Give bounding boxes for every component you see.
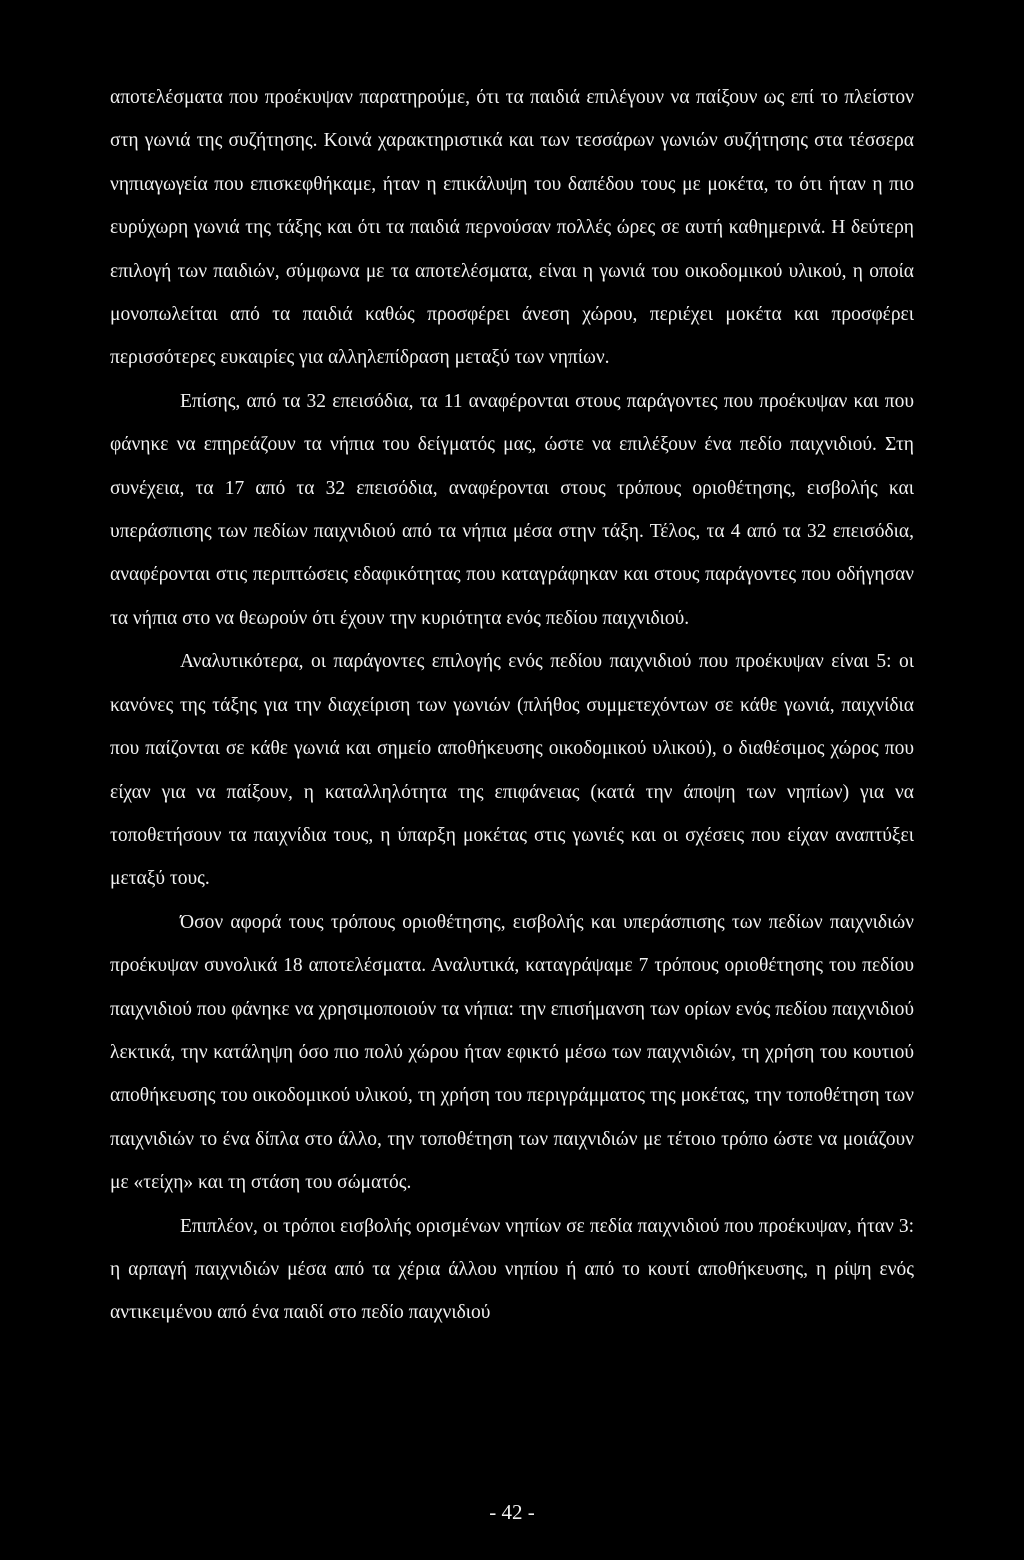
page-number: - 42 - [489, 1500, 535, 1524]
document-page [110, 76, 914, 1335]
paragraph-4: Όσον αφορά τους τρόπους οριοθέτησης, εισβολής και υπεράσπισης των πεδίων παιχνιδιών προέκυψαν συνολικά 18 αποτελέσματα. Αναλυτικά, καταγράψαμε 7 τρόπους οριοθέτησης του πεδίου παιχνιδιού που φάνηκε να χρησιμοποιούν τα νήπια: την επισήμανση των ορίων ενός πεδίου παιχνιδιού λεκτικά, την κατάληψη όσο πιο πολύ χώρου ήταν εφικτό μέσω των παιχνιδιών, τη χρήση του κουτιού αποθήκευσης του οικοδομικού υλικού, τη χρήση του περιγράμματος της μοκέτας, την τοποθέτηση των παιχνιδιών το ένα δίπλα στο άλλο, την τοποθέτηση των παιχνιδιών με τέτοιο τρόπο ώστε να μοιάζουν με «τείχη» και τη στάση του σώματός. [110, 911, 914, 1194]
paragraph-3: Αναλυτικότερα, οι παράγοντες επιλογής ενός πεδίου παιχνιδιού που προέκυψαν είναι 5: οι κανόνες της τάξης για την διαχείριση των γωνιών (πλήθος συμμετεχόντων σε κάθε γωνιά, παιχνίδια που παίζονται σε κάθε γωνιά και σημείο αποθήκευσης οικοδομικού υλικού), ο διαθέσιμος χώρος που είχαν για να παίξουν, η καταλληλότητα της επιφάνειας (κατά την άποψη των νηπίων) για να τοποθετήσουν τα παιχνίδια τους, η ύπαρξη μοκέτας στις γωνιές και οι σχέσεις που είχαν αναπτύξει μεταξύ τους. [110, 651, 914, 890]
paragraph-1: αποτελέσματα που προέκυψαν παρατηρούμε, ότι τα παιδιά επιλέγουν να παίξουν ως επί το πλείστον στη γωνιά της συζήτησης. Κοινά χαρακτηριστικά και των τεσσάρων γωνιών συζήτησης στα τέσσερα νηπιαγωγεία που επισκεφθήκαμε, ήταν η επικάλυψη του δαπέδου τους με μοκέτα, το ότι ήταν η πιο ευρύχωρη γωνιά της τάξης και ότι τα παιδιά περνούσαν πολλές ώρες σε αυτή καθημερινά. Η δεύτερη επιλογή των παιδιών, σύμφωνα με τα αποτελέσματα, είναι η γωνιά του οικοδομικού υλικού, η οποία μονοπωλείται από τα παιδιά καθώς προσφέρει άνεση χώρου, περιέχει μοκέτα και προσφέρει περισσότερες ευκαιρίες για αλληλεπίδραση μεταξύ των νηπίων. [110, 87, 914, 369]
paragraph-5: Επιπλέον, οι τρόποι εισβολής ορισμένων νηπίων σε πεδία παιχνιδιού που προέκυψαν, ήταν 3: η αρπαγή παιχνιδιών μέσα από τα χέρια άλλου νηπίου ή από το κουτί αποθήκευσης, η ρίψη ενός αντικειμένου από ένα παιδί στο πεδίο παιχνιδιού [110, 1215, 914, 1324]
paragraph-2: Επίσης, από τα 32 επεισόδια, τα 11 αναφέρονται στους παράγοντες που προέκυψαν και που φάνηκε να επηρεάζουν τα νήπια του δείγματός μας, ώστε να επιλέξουν ένα πεδίο παιχνιδιού. Στη συνέχεια, τα 17 από τα 32 επεισόδια, αναφέρονται στους τρόπους οριοθέτησης, εισβολής και υπεράσπισης των πεδίων παιχνιδιού από τα νήπια μέσα στην τάξη. Τέλος, τα 4 από τα 32 επεισόδια, αναφέρονται στις περιπτώσεις εδαφικότητας που καταγράφηκαν και στους παράγοντες που οδήγησαν τα νήπια στο να θεωρούν ότι έχουν την κυριότητα ενός πεδίου παιχνιδιού. [110, 390, 914, 629]
